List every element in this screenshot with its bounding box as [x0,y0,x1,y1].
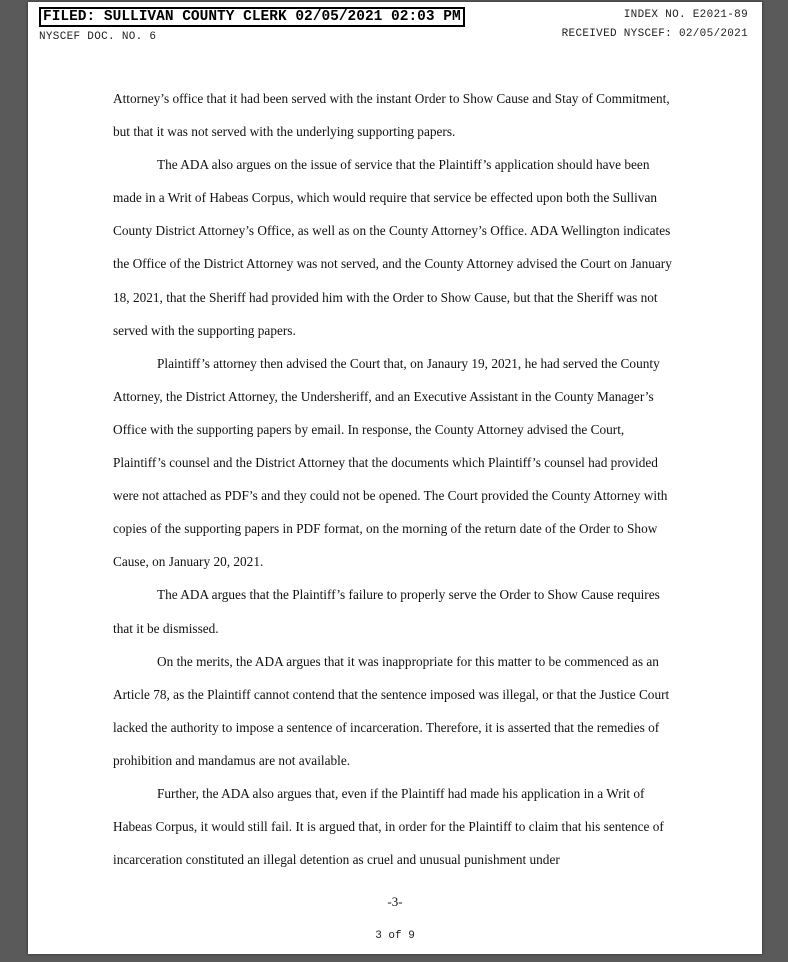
paragraph: The ADA argues that the Plaintiff’s failure to properly serve the Order to Show Cause requires that it be dismissed. [113,587,660,636]
header-right [562,7,748,42]
index-number: INDEX NO. E2021-89 [623,9,748,21]
page-of-count: 3 of 9 [375,930,415,942]
paragraph: Attorney’s office that it had been served with the instant Order to Show Cause and Stay of Commitment, but that it was not served with the underlying supporting papers. [113,91,670,140]
header-left [39,7,465,43]
received-date: RECEIVED NYSCEF: 02/05/2021 [561,28,748,40]
paragraph: Further, the ADA also argues that, even if the Plaintiff had made his application in a Writ of Habeas Corpus, it would still fail. It is argued that, in order for the Plaintiff to claim that his sentence of incarceration constituted an illegal detention as cruel and unusual punishment under [113,785,664,868]
page-number: -3- [387,894,403,909]
body-text [113,82,678,876]
paragraph: The ADA also argues on the issue of service that the Plaintiff’s application should have been made in a Writ of Habeas Corpus, which would require that service be effected upon both the Sullivan County District Attorney’s Office, as well as on the County Attorney’s Office. ADA Wellington indicates the Office of the District Attorney was not served, and the County Attorney advised the Court on January 18, 2021, that the Sheriff had provided him with the Order to Show Cause, but that the Sheriff was not served with the supporting papers. [113,157,672,338]
paragraph: Plaintiff’s attorney then advised the Court that, on Janaury 19, 2021, he had served the County Attorney, the District Attorney, the Undersheriff, and an Executive Assistant in the County Manager’s Office with the supporting papers by email. In response, the County Attorney advised the Court, Plaintiff’s counsel and the District Attorney that the documents which Plaintiff’s counsel had provided were not attached as PDF’s and they could not be opened. The Court provided the County Attorney with copies of the supporting papers in PDF format, on the morning of the return date of the Order to Show Cause, on January 20, 2021. [113,355,668,570]
filed-stamp: FILED: SULLIVAN COUNTY CLERK 02/05/2021 02:03 PM [39,7,465,27]
doc-number: NYSCEF DOC. NO. 6 [39,31,157,43]
paragraph: On the merits, the ADA argues that it was inappropriate for this matter to be commenced as an Article 78, as the Plaintiff cannot contend that the sentence imposed was illegal, or that the Justice Court lacked the authority to impose a sentence of incarceration. Therefore, it is asserted that the remedies of prohibition and mandamus are not available. [113,653,670,768]
document-page [28,2,762,954]
